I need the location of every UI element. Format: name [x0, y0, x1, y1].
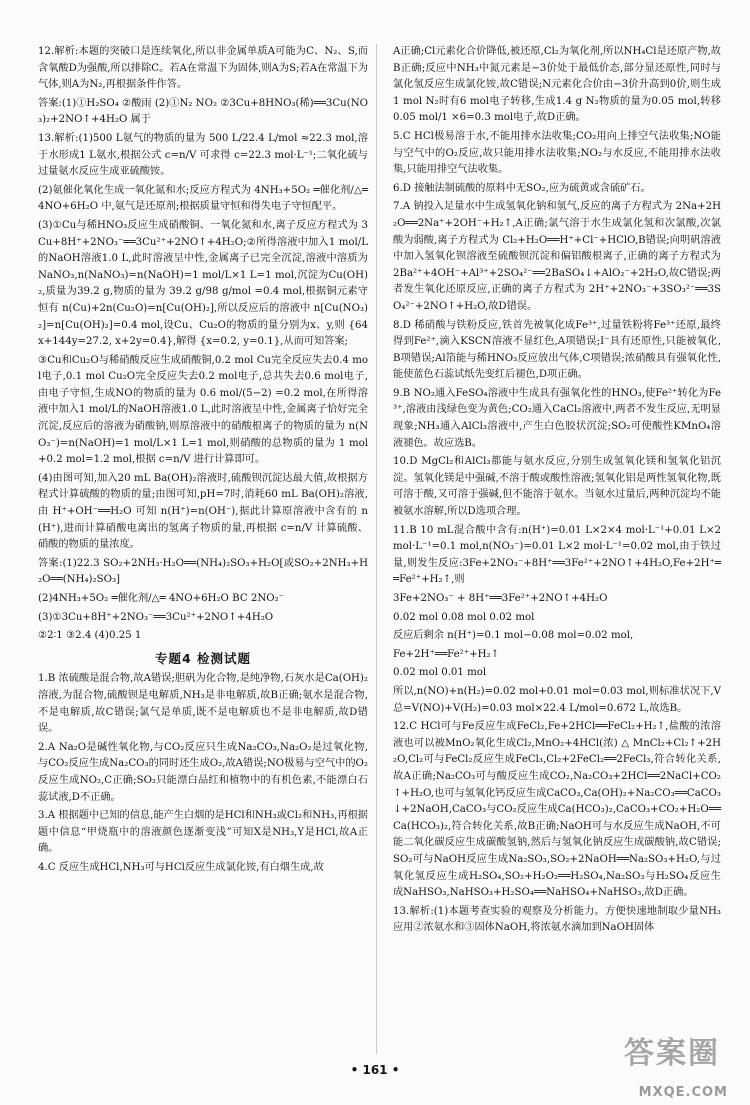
- paragraph: 12.解析:本题的突破口是连续氧化,所以非金属单质A可能为C、N₂、S,而含氧酸D为强酸,所以排除C。若A在常温下为固体,则A为S;若A在常温下为气体,则A为N₂,再根据条件作答。: [38, 46, 368, 91]
- paragraph: 11.B 10 mL混合酸中含有:n(H⁺)=0.01 L×2×4 mol·L⁻¹+0.01 L×2 mol·L⁻¹=0.1 mol,n(NO₃⁻)=0.01 L×2 mol·L⁻¹=0.02 mol,由于铁过量,则发生反应:3Fe+2NO₃⁻+8H⁺══3Fe²⁺+2NO↑+4H₂O,Fe+2H⁺══Fe²⁺+H₂↑,则: [393, 524, 721, 586]
- paragraph: (3)①3Cu+8H⁺+2NO₃⁻══3Cu²⁺+2NO↑+4H₂O: [38, 611, 274, 623]
- paragraph: 答案:(1)①H₂SO₄ ②酸雨 (2)①N₂ NO₂ ②3Cu+8HNO₃(稀)══3Cu(NO₃)₂+2NO↑+4H₂O 属于: [38, 97, 368, 126]
- paragraph: (2)氨催化氧化生成一氧化氮和水;反应方程式为 4NH₃+5O₂ ═催化剂/△═ 4NO+6H₂O 中,氨气是还原剂;根据质量守恒和得失电子守恒配平。: [38, 184, 368, 213]
- paragraph: 12.C HCl可与Fe反应生成FeCl₂,Fe+2HCl══FeCl₂+H₂↑,盐酸的浓溶液也可以被MnO₂氧化生成Cl₂,MnO₂+4HCl(浓) △ MnCl₂+Cl₂↑+2H₂O,Cl₂可与FeCl₂反应生成FeCl₃,Cl₂+2FeCl₂══2FeCl₃,符合转化关系,故A正确;Na₂CO₃可与酸反应生成CO₂,Na₂CO₃+2HCl══2NaCl+CO₂↑+H₂O,也可与氢氧化钙反应生成CaCO₃,Ca(OH)₂+Na₂CO₃══CaCO₃↓+2NaOH,CaCO₃与CO₂反应生成Ca(HCO₃)₂,CaCO₃+CO₂+H₂O══Ca(HCO₃)₂,符合转化关系,故B正确;NaOH可与水反应生成NaOH,不可能二氧化碳反应生成碳酸氢钠,然后与氢氧化钠反应生成碳酸钠,故C错误;SO₂可与NaOH反应生成Na₂SO₃,SO₂+2NaOH══Na₂SO₃+H₂O,与过氧化氢反应生成H₂SO₄,SO₂+H₂O₂══H₂SO₄,Na₂SO₃与H₂SO₄反应生成NaHSO₃,NaHSO₃+H₂SO₄══NaHSO₄+NaHSO₃,故D正确。: [393, 721, 721, 899]
- paragraph: 13.解析:(1)本题考查实验的观察及分析能力。方便快速地制取少量NH₃应用②浓氨水和③固体NaOH,将浓氨水滴加到NaOH固体: [393, 905, 721, 934]
- left-column: [38, 44, 368, 879]
- paragraph: 答案:(1)22.3 SO₂+2NH₃·H₂O══(NH₄)₂SO₃+H₂O[或SO₂+2NH₃+H₂O══(NH₄)₂SO₃]: [38, 557, 368, 586]
- paragraph: 4.C 反应生成HCl,NH₃可与HCl反应生成氯化铵,有白烟生成,故: [38, 861, 324, 873]
- paragraph: (3)①Cu与稀HNO₃反应生成硝酸铜、一氧化氮和水,离子反应方程式为 3Cu+8H⁺+2NO₃⁻══3Cu²⁺+2NO↑+4H₂O;②所得溶液中加入1 mol/L的NaOH溶液1.0 L,此时溶液呈中性,金属离子已完全沉淀,溶液中溶质为NaNO₃,n(NaNO₃)=n(NaOH)=1 mol/L×1 L=1 mol,沉淀为Cu(OH)₂,质量为39.2 g,物质的量为 39.2 g/98 g/mol =0.4 mol,根据铜元素守恒有 n(Cu)+2n(Cu₂O)=n[Cu(OH)₂],所以反应后的溶液中 n[Cu(NO₃)₂]=n[Cu(OH)₂]=0.4 mol,设Cu、Cu₂O的物质的量分别为x、y,则 {64x+144y=27.2, x+2y=0.4},解得 {x=0.2, y=0.1},从而可知答案;: [38, 219, 368, 348]
- paragraph: ③Cu和Cu₂O与稀硝酸反应生成硝酸铜,0.2 mol Cu完全反应失去0.4 mol电子,0.1 mol Cu₂O完全反应失去0.2 mol电子,总共失去0.6 mol电子,由电子守恒,生成NO的物质的量为 0.6 mol/(5−2) =0.2 mol,在所得溶液中加入1 mol/L的NaOH溶液1.0 L,此时溶液呈中性,金属离子恰好完全沉淀,反应后的溶液为硝酸钠,则原溶液中的硝酸根离子的物质的量为 n(NO₃⁻)=n(NaOH)=1 mol/L×1 L=1 mol,则硝酸的总物质的量为 1 mol+0.2 mol=1.2 mol,根据 c=n/V 进行计算即可。: [38, 354, 368, 466]
- paragraph: 9.B NO₂通入FeSO₄溶液中生成具有强氧化性的HNO₃,使Fe²⁺转化为Fe³⁺,溶液由浅绿色变为黄色;CO₂通入CaCl₂溶液中,两者不发生反应,无明显现象;NH₃通入AlCl₃溶液中,产生白色胶状沉淀;SO₂可使酸性KMnO₄溶液褪色。故应选B。: [393, 387, 721, 449]
- watermark-logo: 答案圈: [624, 1036, 720, 1071]
- paragraph: 反应后剩余 n(H⁺)=0.1 mol−0.08 mol=0.02 mol,: [393, 630, 634, 642]
- paragraph: 7.A 钠投入足量水中生成氢氧化钠和氢气,反应的离子方程式为 2Na+2H₂O══2Na⁺+2OH⁻+H₂↑,A正确;氯气溶于水生成氯化氢和次氯酸,次氯酸为弱酸,离子方程式为 Cl₂+H₂O══H⁺+Cl⁻+HClO,B错误;向明矾溶液中加入氢氧化钡溶液至硫酸钡沉淀和偏铝酸根离子,正确的离子方程式为 2Ba²⁺+4OH⁻+Al³⁺+2SO₄²⁻══2BaSO₄↓+AlO₂⁻+2H₂O,故C错误;两者发生氧化还原反应,正确的离子方程式为 2H⁺+2NO₃⁻+3SO₃²⁻══3SO₄²⁻+2NO↑+H₂O,故D错误。: [393, 201, 721, 312]
- paragraph: 8.D 稀硝酸与铁粉反应,铁首先被氧化成Fe³⁺,过量铁粉将Fe³⁺还原,最终得到Fe²⁺,滴入KSCN溶液不显红色,A项错误;I⁻具有还原性,只能被氧化,B项错误;Al箔能与稀HNO₃反应放出气体,C项错误;浓硝酸具有强氧化性,能使蓝色石蕊试纸先变红后褪色,D项正确。: [393, 319, 721, 381]
- paragraph: 3Fe+2NO₃⁻ + 8H⁺══3Fe²⁺+2NO↑+4H₂O: [393, 593, 608, 604]
- paragraph: 1.B 浓硫酸是混合物,故A错误;胆矾为化合物,是纯净物,石灰水是Ca(OH)₂溶液,为混合物,硫酸钡是电解质,NH₃是非电解质,故B正确;氨水是混合物,不是电解质,故C错误;氯气是单质,既不是电解质也不是非电解质,故D错误。: [38, 673, 368, 735]
- right-column: [393, 44, 721, 939]
- paragraph: A正确;Cl元素化合价降低,被还原,Cl₂为氧化剂,所以NH₄Cl是还原产物,故B正确;反应中NH₃中氮元素是−3价处于最低价态,部分显还原性,同时与氯化氢反应生成氯化铵,故C错误;N元素化合价由−3价升高到0价,则生成1 mol N₂时有6 mol电子转移,生成1.4 g N₂物质的量为0.05 mol,转移 0.05 mol/1 ×6=0.3 mol电子,故D正确。: [393, 46, 721, 124]
- paragraph: 所以,n(NO)+n(H₂)=0.02 mol+0.01 mol=0.03 mol,则标准状况下,V总=V(NO)+V(H₂)=0.03 mol×22.4 L/mol=0.672 L,故选B。: [393, 685, 721, 714]
- paragraph: 2.A Na₂O是碱性氧化物,与CO₂反应只生成Na₂CO₃,Na₂O₂是过氧化物,与CO₂反应生成Na₂CO₃的同时还生成O₂,故A错误;NO极易与空气中的O₂反应生成NO₂,C正确;SO₂只能漂白品红和植物中的有机色素,不能漂白石蕊试液,D不正确。: [38, 741, 368, 803]
- section-title: 专题4 检测试题: [154, 650, 252, 666]
- paragraph: (2)4NH₃+5O₂ ═催化剂/△═ 4NO+6H₂O BC 2NO₂⁻: [38, 593, 285, 604]
- paragraph: ②2∶1 ③2.4 (4)0.25 1: [38, 630, 142, 642]
- paragraph: 13.解析:(1)500 L氨气的物质的量为 500 L/22.4 L/mol ≈22.3 mol,溶于水形成1 L氨水,根据公式 c=n/V 可求得 c=22.3 mol·L⁻¹;二氧化硫与过量氨水反应生成亚硫酸铵。: [38, 132, 368, 178]
- page-number: • 161 •: [350, 1063, 400, 1077]
- watermark-url: MXQE.COM: [638, 1085, 728, 1100]
- paragraph: Fe+2H⁺══Fe²⁺+H₂↑: [393, 648, 500, 660]
- paragraph: 0.02 mol 0.01 mol: [393, 667, 487, 679]
- column-divider: [376, 44, 377, 1054]
- paragraph: 0.02 mol 0.08 mol 0.02 mol: [393, 611, 535, 623]
- paragraph: 3.A 根据题中已知的信息,能产生白烟的是HCl和NH₃或Cl₂和NH₃,再根据题中信息“甲烧瓶中的溶液颜色逐渐变浅”可知X是NH₃,Y是HCl,故A正确。: [38, 810, 368, 855]
- paragraph: (4)由图可知,加入20 mL Ba(OH)₂溶液时,硫酸钡沉淀达最大值,故根据方程式计算硫酸的物质的量;由图可知,pH=7时,消耗60 mL Ba(OH)₂溶液,由 H⁺+OH⁻══H₂O 可知 n(H⁺)=n(OH⁻),据此计算原溶液中含有的 n(H⁺),进而计算硝酸电离出的氢离子物质的量,再根据 c=n/V 计算硫酸、硝酸的物质的量浓度。: [38, 472, 368, 551]
- paragraph: 6.D 接触法制硫酸的原料中无SO₂,应为硫黄或含硫矿石。: [393, 182, 651, 194]
- paragraph: 10.D MgCl₂和AlCl₃都能与氨水反应,分别生成氢氧化镁和氢氧化铝沉淀。氢氧化镁是中强碱,不溶于酸或酸性溶液;氢氧化铝是两性氢氧化物,既可溶于酸,又可溶于强碱,但不能溶于氨水。当氨水过量后,两种沉淀均不能被氨水溶解,所以D选项合理。: [393, 456, 721, 518]
- paragraph: 5.C HCl极易溶于水,不能用排水法收集;CO₂用向上排空气法收集;NO能与空气中的O₂反应,故只能用排水法收集;NO₂与水反应,不能用排水法收集,只能用排空气法收集。: [393, 130, 721, 176]
